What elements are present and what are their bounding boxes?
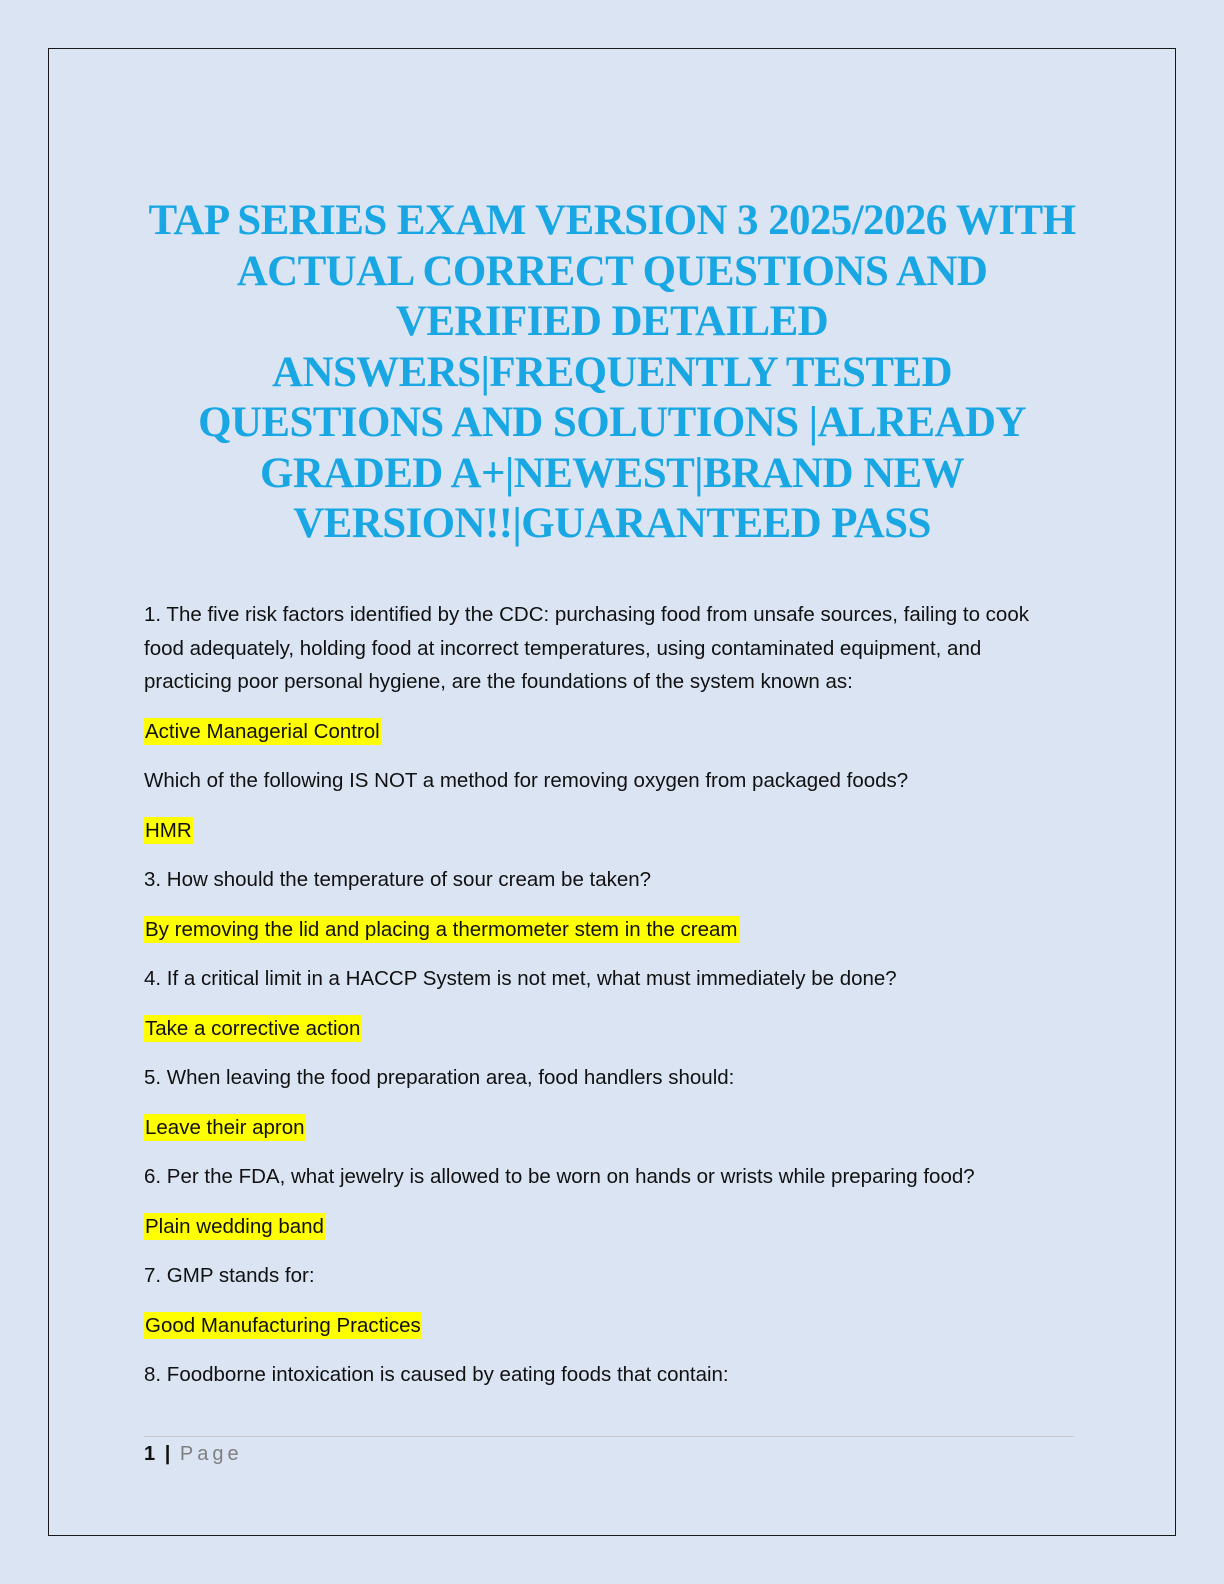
title-line: TAP SERIES EXAM VERSION 3 2025/2026 WITH [148, 197, 1076, 244]
qa-list [144, 598, 1074, 1408]
title-line: VERSION!!|GUARANTEED PASS [293, 500, 931, 547]
answer-highlight: HMR [145, 818, 192, 842]
question: 7. GMP stands for: [144, 1264, 315, 1287]
question: 5. When leaving the food preparation area, food handlers should: [144, 1066, 735, 1089]
page-number: 1 [144, 1443, 156, 1465]
title-line: QUESTIONS AND SOLUTIONS |ALREADY [198, 399, 1026, 446]
page-label: Page [179, 1443, 243, 1465]
document-title [100, 196, 1124, 550]
page-footer [144, 1440, 243, 1468]
answer [144, 1309, 1074, 1343]
answer [144, 715, 1074, 749]
answer-highlight: Leave their apron [145, 1115, 305, 1139]
question: 3. How should the temperature of sour cream be taken? [144, 868, 652, 891]
answer-highlight: Take a corrective action [145, 1016, 361, 1040]
answer-highlight: Good Manufacturing Practices [145, 1313, 421, 1337]
question: 6. Per the FDA, what jewelry is allowed to be worn on hands or wrists while preparing food? [144, 1165, 975, 1188]
answer [144, 1012, 1074, 1046]
answer [144, 1210, 1074, 1244]
answer-highlight: Active Managerial Control [145, 719, 380, 743]
answer [144, 814, 1074, 848]
question: 4. If a critical limit in a HACCP System is not met, what must immediately be done? [144, 967, 897, 990]
answer-highlight: By removing the lid and placing a thermometer stem in the cream [145, 917, 738, 941]
question: Which of the following IS NOT a method for removing oxygen from packaged foods? [144, 769, 909, 792]
title-line: ACTUAL CORRECT QUESTIONS AND [236, 247, 988, 295]
question: 8. Foodborne intoxication is caused by eating foods that contain: [144, 1363, 729, 1386]
answer [144, 913, 1074, 947]
title-line: VERIFIED DETAILED [395, 298, 829, 345]
title-line: ANSWERS|FREQUENTLY TESTED [272, 348, 952, 396]
title-line: GRADED A+|NEWEST|BRAND NEW [260, 449, 964, 497]
question: 1. The five risk factors identified by the CDC: purchasing food from unsafe sources, failing to cook food adequately, holding food at incorrect temperatures, using contaminated equipment, and practicing poor personal hygiene, are the foundations of the system known as: [144, 603, 1029, 693]
footer-divider [144, 1436, 1074, 1437]
answer-highlight: Plain wedding band [145, 1214, 324, 1238]
answer [144, 1111, 1074, 1145]
footer-separator: | [164, 1443, 171, 1465]
